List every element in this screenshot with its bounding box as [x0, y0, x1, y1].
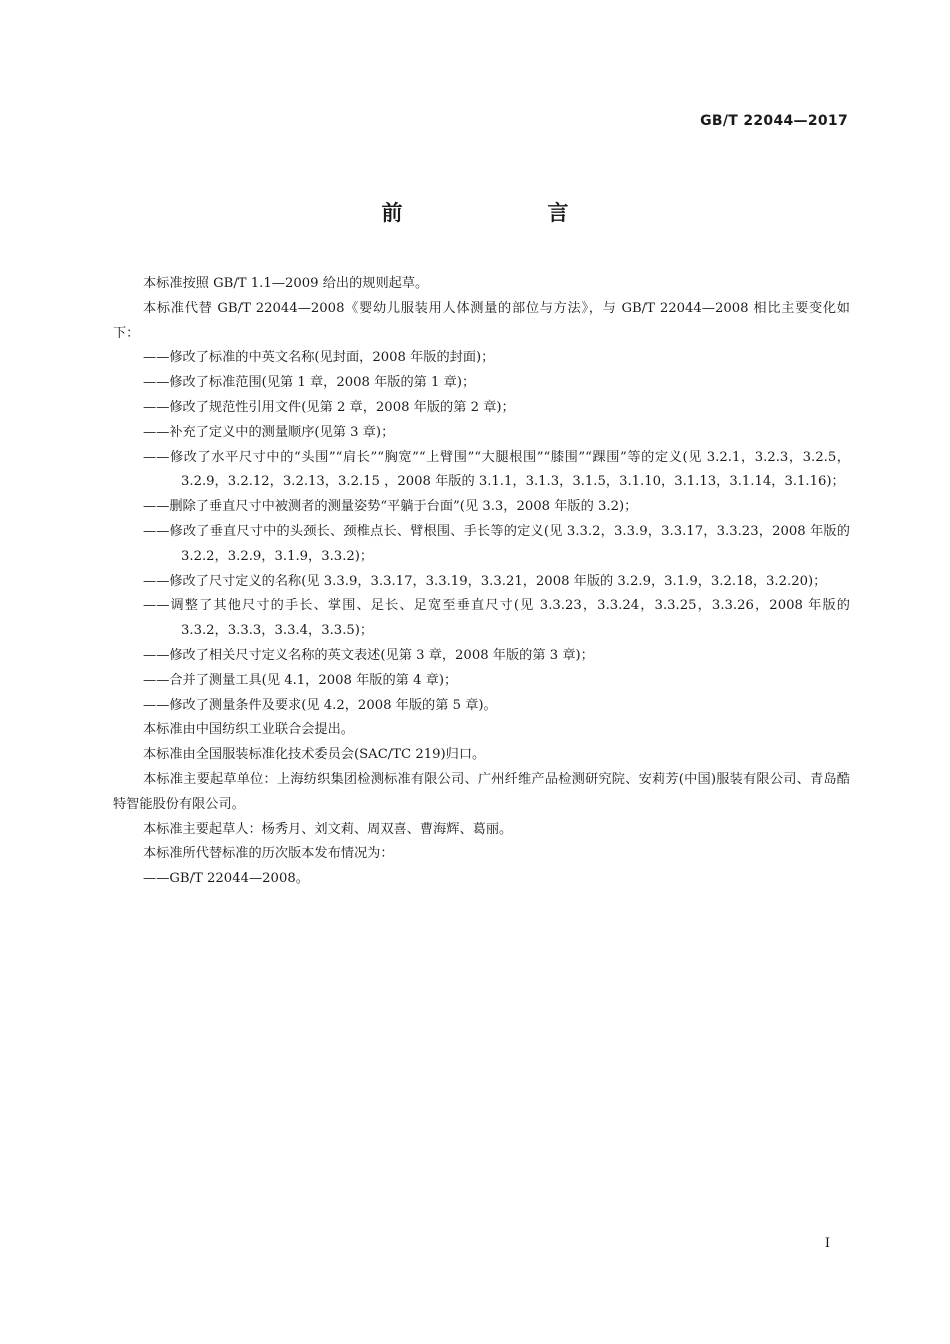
change-item: ——修改了标准范围(见第 1 章，2008 年版的第 1 章)； — [143, 375, 476, 391]
paragraph: 本标准所代替标准的历次版本发布情况为： — [143, 846, 394, 862]
change-item: ——删除了垂直尺寸中被测者的测量姿势“平躺于台面”(见 3.3，2008 年版的 3.2)； — [143, 499, 638, 515]
change-item: ——修改了标准的中英文名称(见封面，2008 年版的封面)； — [143, 350, 495, 366]
change-item: ——补充了定义中的测量顺序(见第 3 章)； — [143, 424, 395, 440]
change-item: ——修改了垂直尺寸中的头颈长、颈椎点长、臂根围、手长等的定义(见 3.3.2，3.3.9，3.3.17，3.3.23，2008 年版的 3.2.2，3.2.9，3.1.9，3.3.2)； — [143, 523, 850, 564]
page-title: 前 言 — [381, 201, 631, 225]
paragraph: 本标准代替 GB/T 22044—2008《婴幼儿服装用人体测量的部位与方法》，与 GB/T 22044—2008 相比主要变化如下： — [113, 300, 850, 341]
page-number: I — [824, 1236, 830, 1251]
paragraph: 本标准主要起草人：杨秀月、刘文莉、周双喜、曹海辉、葛丽。 — [143, 821, 513, 837]
paragraph: 本标准由中国纺织工业联合会提出。 — [143, 722, 354, 738]
change-item: ——修改了测量条件及要求(见 4.2，2008 年版的第 5 章)。 — [143, 697, 497, 713]
change-item: ——修改了尺寸定义的名称(见 3.3.9，3.3.17，3.3.19，3.3.21，2008 年版的 3.2.9，3.1.9，3.2.18，3.2.20)； — [143, 573, 827, 589]
change-item: ——修改了规范性引用文件(见第 2 章，2008 年版的第 2 章)； — [143, 399, 515, 415]
change-item: ——调整了其他尺寸的手长、掌围、足长、足宽至垂直尺寸(见 3.3.23，3.3.24，3.3.25，3.3.26，2008 年版的 3.3.2，3.3.3，3.3.4，3.3.5)； — [143, 598, 850, 639]
change-item: ——合并了测量工具(见 4.1，2008 年版的第 4 章)； — [143, 672, 458, 688]
standard-code: GB/T 22044—2017 — [700, 113, 848, 129]
paragraph: 本标准由全国服装标准化技术委员会(SAC/TC 219)归口。 — [143, 747, 486, 763]
history-item: ——GB/T 22044—2008。 — [143, 871, 309, 887]
paragraph: 本标准主要起草单位：上海纺织集团检测标准有限公司、广州纤维产品检测研究院、安莉芳(中国)服装有限公司、青岛酷特智能股份有限公司。 — [113, 771, 850, 812]
paragraph: 本标准按照 GB/T 1.1—2009 给出的规则起草。 — [143, 276, 429, 291]
change-item: ——修改了相关尺寸定义名称的英文表述(见第 3 章，2008 年版的第 3 章)； — [143, 647, 594, 663]
foreword-body — [113, 272, 850, 892]
change-item: ——修改了水平尺寸中的“头围”“肩长”“胸宽”“上臂围”“大腿根围”“膝围”“踝围”等的定义(见 3.2.1，3.2.3，3.2.5，3.2.9，3.2.12，3.2.13，3.2.15 ，2008 年版的 3.1.1，3.1.3，3.1.5，3.1.10，3.1.13，3.1.14，3.1.16)； — [143, 449, 850, 490]
